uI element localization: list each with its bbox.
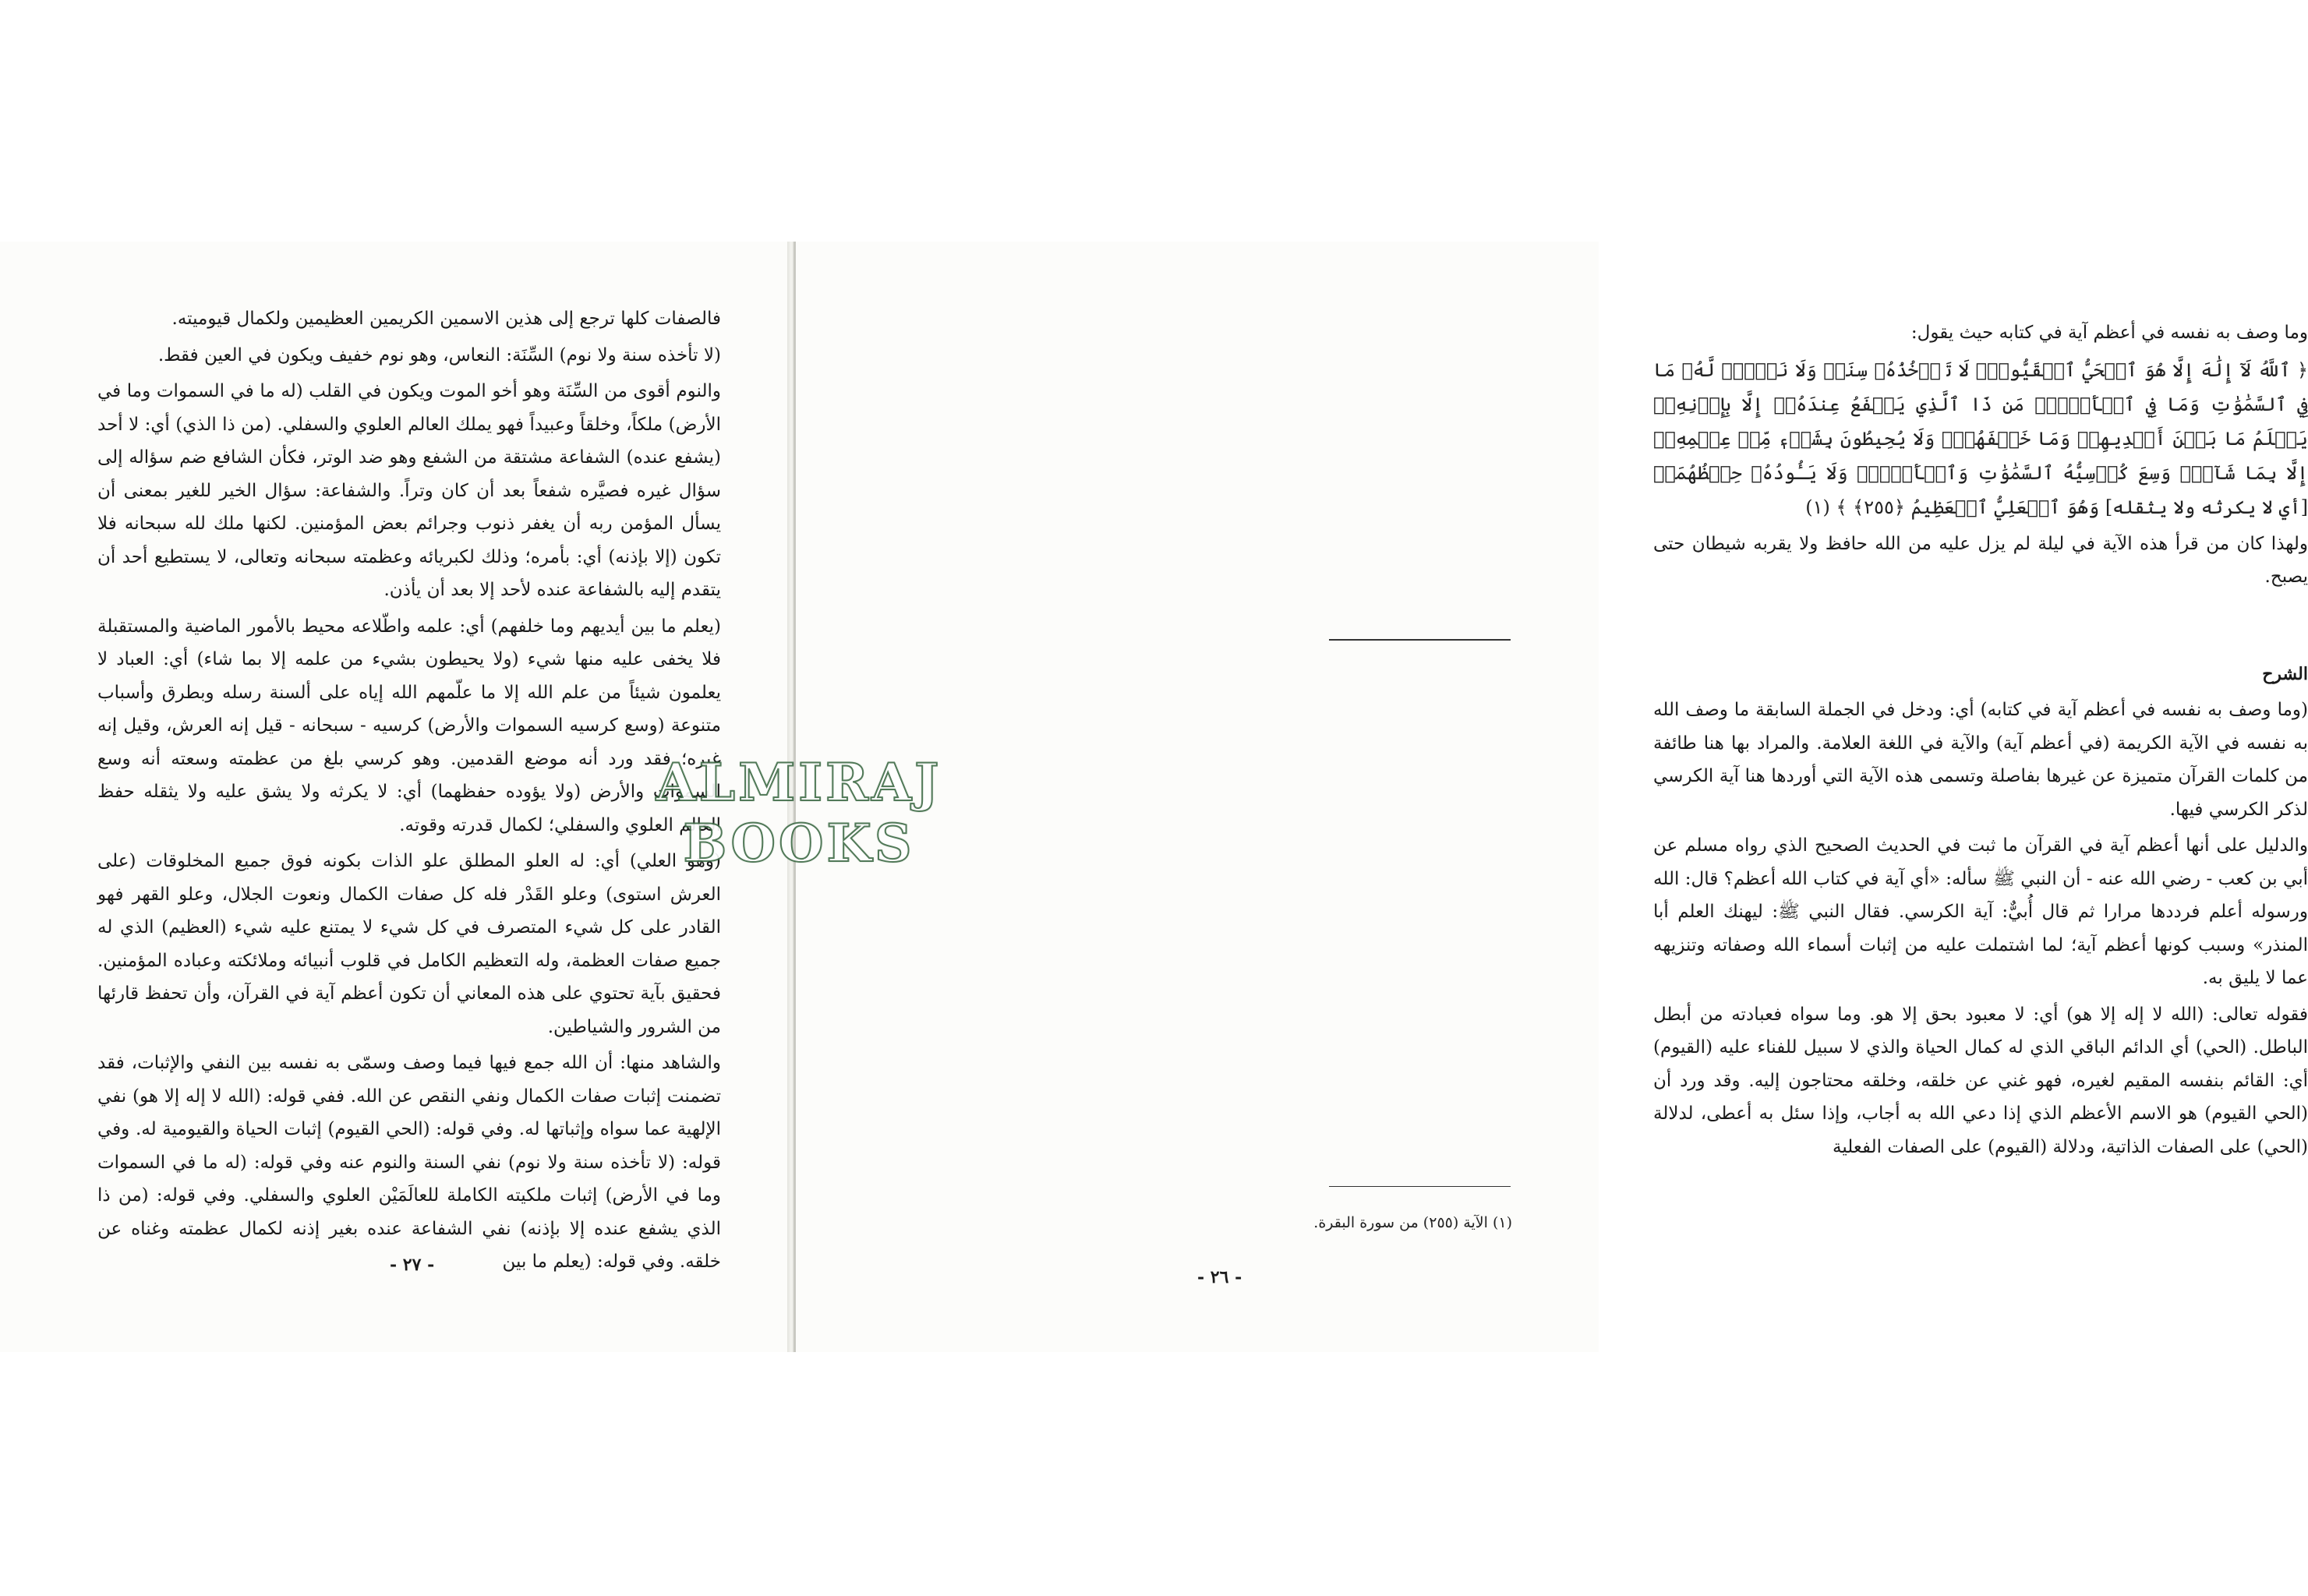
right-page-text [1653,316,2308,1167]
intro-line: وما وصف به نفسه في أعظم آية في كتابه حيث يقول: [1910,323,2308,343]
left-paragraph: والشاهد منها: أن الله جمع فيها فيما وصف وسمّى به نفسه بين النفي والإثبات، فقد تضمنت إثبات صفات الكمال ونفي النقص عن الله. ففي قوله: (الله لا إله إلا هو) نفي الإلهية عما سواه وإثباتها له. وفي قوله: (الحي القيوم) إثبات الحياة والقيومية له. وفي قوله: (لا تأخذه سنة ولا نوم) نفي السنة والنوم عنه وفي قوله: (له ما في السموات وما في الأرض) إثبات ملكيته الكاملة للعالَمَيْن العلوي والسفلي. وفي قوله: (من ذا الذي يشفع عنده إلا بإذنه) نفي الشفاعة عنده بغير إذنه لكمال عظمته وغناه عن خلقه. وفي قوله: (يعلم ما بين [97,1053,721,1272]
right-paragraph: (وما وصف به نفسه في أعظم آية في كتابه) أي: ودخل في الجملة السابقة ما وصف الله به نفسه في الآية الكريمة (في أعظم آية) والآية في اللغة العلامة. والمراد بها هنا طائفة من كلمات القرآن متميزة عن غيرها بفاصلة وتسمى هذه الآية التي أوردها هنا آية الكرسي لذكر الكرسي فيها. [1653,700,2308,820]
section-divider [1329,639,1511,641]
quran-verse: ﴿ ٱللَّهُ لَآ إِلَٰهَ إِلَّا هُوَ ٱلۡحَيُّ ٱلۡقَيُّومُۚ لَا تَأۡخُذُهُۥ سِنَةٞ وَلَا نَوۡمٞۚ لَّهُۥ مَا فِي ٱلسَّمَٰوَٰتِ وَمَا فِي ٱلۡأَرۡضِۗ مَن ذَا ٱلَّذِي يَشۡفَعُ عِندَهُۥٓ إِلَّا بِإِذۡنِهِۦۚ يَعۡلَمُ مَا بَيۡنَ أَيۡدِيهِمۡ وَمَا خَلۡفَهُمۡۖ وَلَا يُحِيطُونَ بِشَيۡءٖ مِّنۡ عِلۡمِهِۦٓ إِلَّا بِمَا شَآءَۚ وَسِعَ كُرۡسِيُّهُ ٱلسَّمَٰوَٰتِ وَٱلۡأَرۡضَۖ وَلَا يَـُٔودُهُۥ حِفۡظُهُمَاۚ [أي لا يكرثه ولا يثقله] وَهُوَ ٱلۡعَلِيُّ ٱلۡعَظِيمُ ﴿٢٥٥﴾ ﴾ (١) [1653,358,2308,518]
right-paragraph: فقوله تعالى: (الله لا إله إلا هو) أي: لا معبود بحق إلا هو. وما سواه فعبادته من أبطل الباطل. (الحي) أي الدائم الباقي الذي له كمال الحياة والذي لا سبيل للفناء عليه (القيوم) أي: القائم بنفسه المقيم لغيره، فهو غني عن خلقه، وخلقه محتاجون إليه. وقد ورد أن (الحي القيوم) هو الاسم الأعظم الذي إذا دعي الله به أجاب، وإذا سئل به أعطى، لدلالة (الحي) على الصفات الذاتية، ودلالة (القيوم) على الصفات الفعلية [1653,1004,2308,1157]
section-heading: الشرح [2262,663,2308,684]
left-paragraph: والنوم أقوى من السِّنَة وهو أخو الموت ويكون في القلب (له ما في السموات وما في الأرض) ملكاً، وخلقاً وعبيداً فهو يملك العالم العلوي والسفلي. (من ذا الذي) أي: لا أحد (يشفع عنده) الشفاعة مشتقة من الشفع وهو ضد الوتر، فكأن الشافع ضم سؤاله إلى سؤال غيره فصيَّره شفعاً بعد أن كان وتراً. والشفاعة: سؤال الخير للغير بمعنى أن يسأل المؤمن ربه أن يغفر ذنوب وجرائم بعض المؤمنين. لكنها ملك لله سبحانه فلا تكون (إلا بإذنه) أي: بأمره؛ وذلك لكبريائه وعظمته سبحانه وتعالى، لا يستطيع أحد أن يتقدم إليه بالشفاعة عنده لأحد إلا بعد أن يأذن. [97,381,721,600]
left-paragraph: (يعلم ما بين أيديهم وما خلفهم) أي: علمه واطّلاعه محيط بالأمور الماضية والمستقبلة فلا يخفى عليه منها شيء (ولا يحيطون بشيء من علمه إلا بما شاء) أي: العباد لا يعلمون شيئاً من علم الله إلا ما علّمهم الله إياه على ألسنة رسله وبطرق وأسباب متنوعة (وسع كرسيه السموات والأرض) كرسيه - سبحانه - قيل إنه العرش، وقيل إنه غيره؛ فقد ورد أنه موضع القدمين. وهو كرسي بلغ من عظمته وسعته أنه وسع السموات والأرض (ولا يؤوده حفظهما) أي: لا يكرثه ولا يشق عليه ولا يثقله حفظ العالم العلوي والسفلي؛ لكمال قدرته وقوته. [97,616,721,835]
page-number-left: - ٢٧ - [390,1255,435,1275]
after-verse: ولهذا كان من قرأ هذه الآية في ليلة لم يزل عليه من الله حافظ ولا يقربه شيطان حتى يصبح. [1653,533,2308,587]
left-paragraph: (لا تأخذه سنة ولا نوم) السِّنَة: النعاس، وهو نوم خفيف ويكون في العين فقط. [157,344,721,365]
left-paragraph: فالصفات كلها ترجع إلى هذين الاسمين الكريمين العظيمين ولكمال قيوميته. [171,309,721,329]
watermark-logo: ALMIRAJ BOOKS [656,752,942,874]
left-paragraph: (وهو العلي) أي: له العلو المطلق علو الذات بكونه فوق جميع المخلوقات (على العرش استوى) وعلو القَدْر فله كل صفات الكمال ونعوت الجلال، وعلو القهر فهو القادر على كل شيء المتصرف في كل شيء لا يمتنع عليه شيء (العظيم) الذي له جميع صفات العظمة، وله التعظيم الكامل في قلوب أنبيائه وملائكته وعباده المؤمنين. فحقيق بآية تحتوي على هذه المعاني أن تكون أعظم آية في القرآن، وأن تحفظ قارئها من الشرور والشياطين. [97,851,721,1037]
page-number-right: - ٢٦ - [1197,1267,1242,1287]
footnote: (١) الآية (٢٥٥) من سورة البقرة. [1313,1214,1512,1231]
right-paragraph: والدليل على أنها أعظم آية في القرآن ما ثبت في الحديث الصحيح الذي رواه مسلم عن أبي بن كعب - رضي الله عنه - أن النبي ﷺ سأله: «أي آية في كتاب الله أعظم؟ قال: الله ورسوله أعلم فرددها مرارا ثم قال أُبيٌّ: آية الكرسي. فقال النبي ﷺ: ليهنك العلم أبا المنذر» وسبب كونها أعظم آية؛ لما اشتملت عليه من إثبات أسماء الله وصفاته وتنزيهه عما لا يليق به. [1653,835,2308,988]
footnote-divider [1329,1186,1511,1187]
